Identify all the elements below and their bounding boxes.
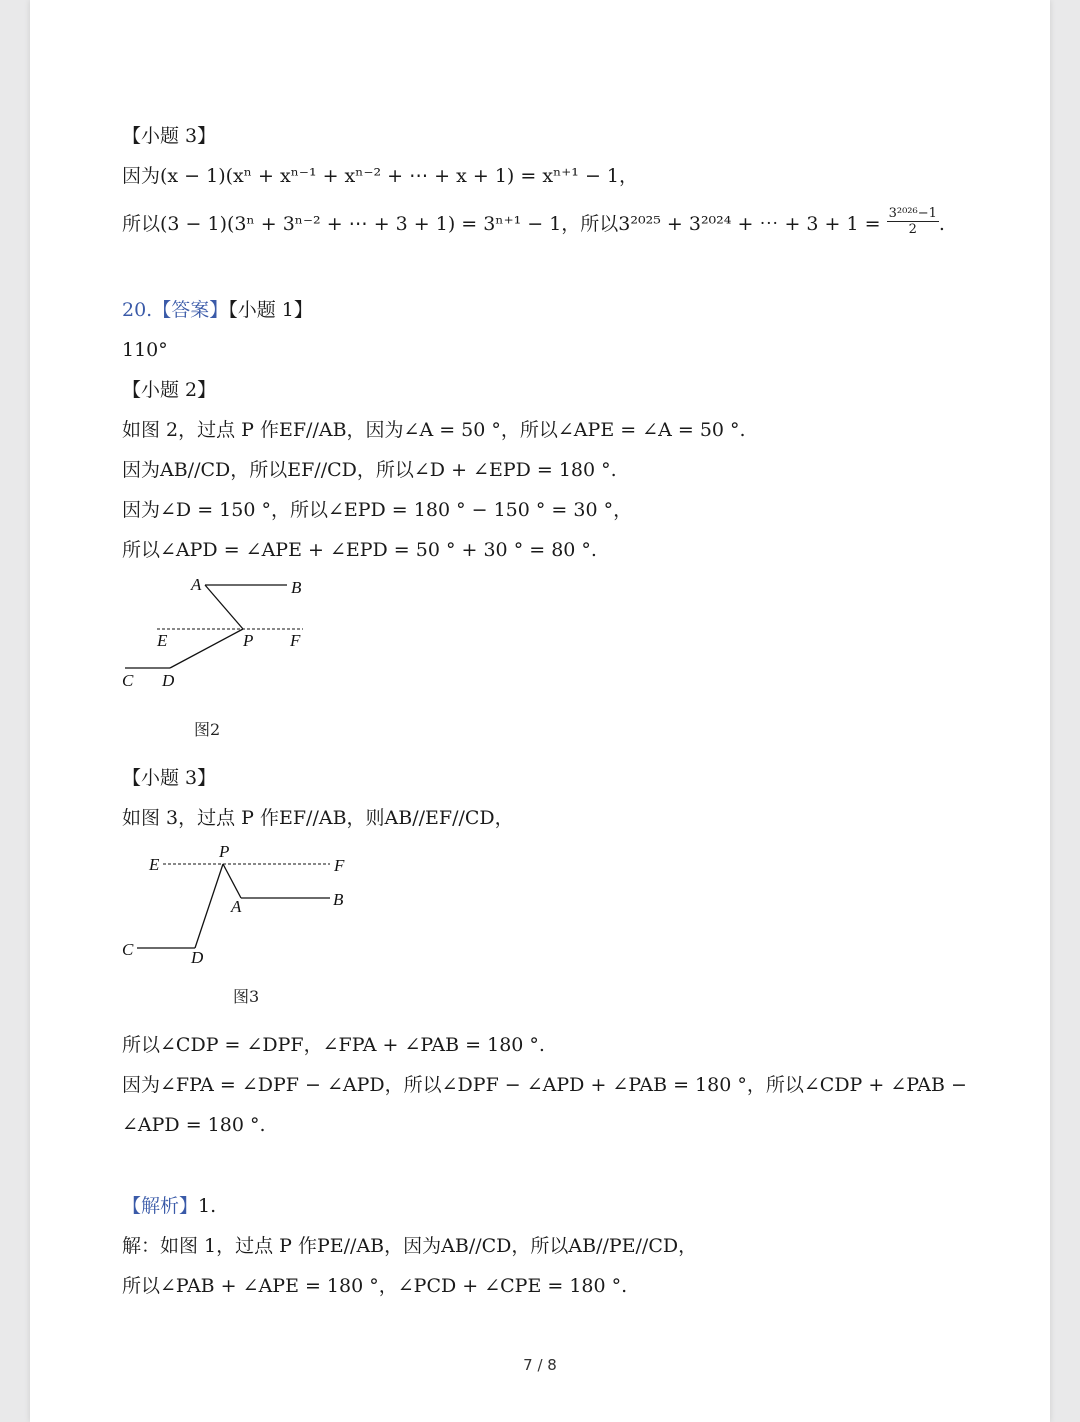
label-a: A	[231, 897, 242, 916]
fraction	[887, 206, 939, 237]
label-d: D	[162, 671, 175, 690]
line-pd	[195, 864, 223, 948]
label-f: F	[290, 631, 301, 650]
q19-line-2	[122, 205, 945, 237]
label-b: B	[333, 890, 344, 909]
fraction-tail: .	[938, 213, 945, 235]
analysis-tag: 【解析】	[122, 1195, 199, 1217]
q20-sub3-line-2: 所以∠CDP = ∠DPF，∠FPA + ∠PAB = 180 °.	[122, 1034, 545, 1056]
figure-2-caption: 图2	[194, 720, 221, 739]
label-b: B	[291, 578, 302, 597]
q20-sub3-line-3: 因为∠FPA = ∠DPF − ∠APD，所以∠DPF − ∠APD + ∠PAB = 180 °，所以∠CDP + ∠PAB −	[122, 1074, 967, 1096]
q20-sub2-line-2: 因为AB//CD，所以EF//CD，所以∠D + ∠EPD = 180 °.	[122, 459, 617, 481]
q20-sub1-answer: 110°	[122, 339, 168, 361]
fraction-numerator: 3²⁰²⁶−1	[888, 205, 937, 221]
label-e: E	[149, 855, 160, 874]
q20-number: 20.	[122, 299, 153, 321]
q20-sub2-line-1: 如图 2，过点 P 作EF//AB，因为∠A = 50 °，所以∠APE = ∠A = 50 °.	[122, 419, 746, 441]
analysis-number: 1.	[198, 1195, 217, 1217]
analysis-line-1: 解：如图 1，过点 P 作PE//AB，因为AB//CD，所以AB//PE//CD，	[122, 1235, 698, 1257]
line-pd	[170, 629, 243, 668]
q20-sub2-label: 【小题 2】	[122, 379, 217, 401]
figure-3-caption: 图3	[233, 987, 260, 1006]
q20-header	[122, 297, 313, 323]
q19-sub3-label: 【小题 3】	[122, 125, 217, 147]
label-c: C	[122, 671, 134, 690]
fraction-denominator: 2	[908, 221, 917, 237]
label-a: A	[191, 575, 202, 594]
answer-tag: 【答案】	[152, 299, 229, 321]
q20-sub3-label: 【小题 3】	[122, 767, 217, 789]
figure-2	[115, 570, 315, 695]
q20-sub2-line-4: 所以∠APD = ∠APE + ∠EPD = 50 ° + 30 ° = 80 °.	[122, 539, 597, 561]
label-f: F	[334, 856, 345, 875]
label-c: C	[122, 940, 134, 959]
q20-sub1-label: 【小题 1】	[228, 299, 313, 321]
analysis-header	[122, 1193, 216, 1219]
label-p: P	[219, 842, 230, 861]
line-ap	[205, 585, 243, 629]
analysis-line-2: 所以∠PAB + ∠APE = 180 °，∠PCD + ∠CPE = 180 °.	[122, 1275, 628, 1297]
line-pa	[223, 864, 241, 898]
page-number: 7 / 8	[523, 1356, 557, 1374]
q20-sub2-line-3: 因为∠D = 150 °，所以∠EPD = 180 ° − 150 ° = 30 °，	[122, 499, 633, 521]
q20-sub3-line-1: 如图 3，过点 P 作EF//AB，则AB//EF//CD，	[122, 807, 514, 829]
q20-sub3-line-4: ∠APD = 180 °.	[122, 1114, 266, 1136]
label-e: E	[157, 631, 168, 650]
q19-line-1: 因为(x − 1)(xⁿ + xⁿ⁻¹ + xⁿ⁻² + ⋯ + x + 1) = xⁿ⁺¹ − 1，	[122, 165, 639, 187]
label-d: D	[191, 948, 204, 967]
figure-3	[115, 838, 360, 973]
label-p: P	[243, 631, 254, 650]
q19-line-2-text: 所以(3 − 1)(3ⁿ + 3ⁿ⁻² + ⋯ + 3 + 1) = 3ⁿ⁺¹ − 1，所以3²⁰²⁵ + 3²⁰²⁴ + ⋯ + 3 + 1 =	[122, 213, 887, 235]
